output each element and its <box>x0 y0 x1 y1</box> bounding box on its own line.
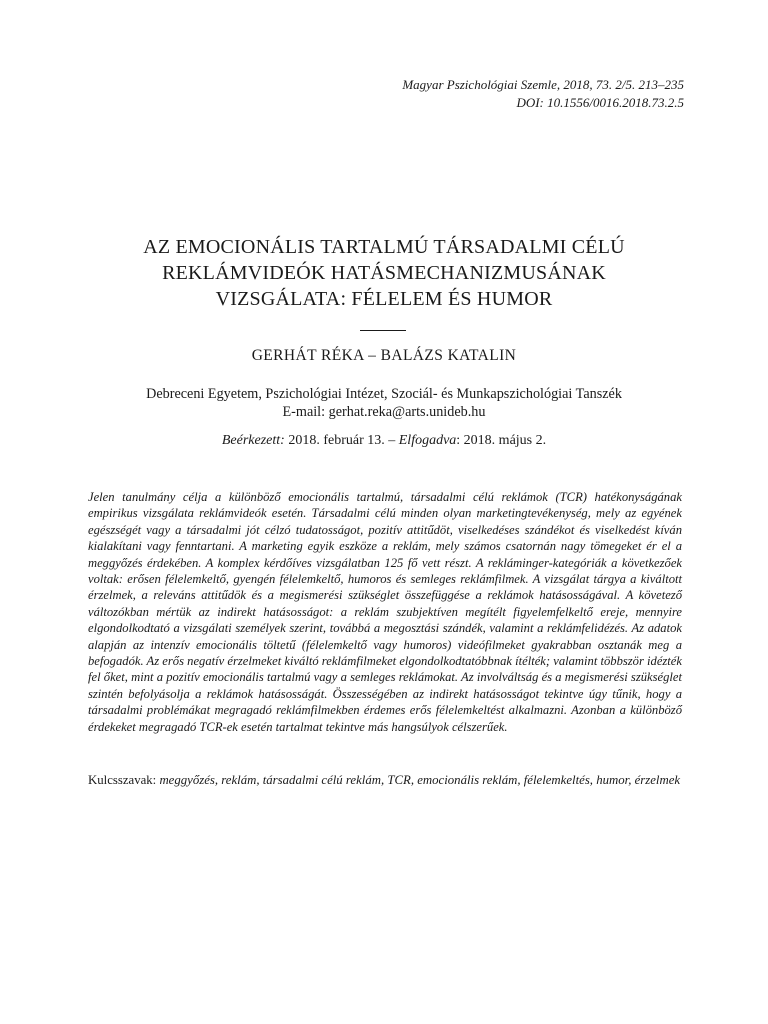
authors: GERHÁT RÉKA – BALÁZS KATALIN <box>251 347 517 364</box>
received-value: 2018. február 13. – <box>284 433 399 448</box>
submission-dates <box>0 433 768 449</box>
title-line-3: VIZSGÁLATA: FÉLELEM ÉS HUMOR <box>215 288 553 310</box>
affiliation-institution: Debreceni Egyetem, Pszichológiai Intézet, Szociál- és Munkapszichológiai Tanszék <box>146 386 622 402</box>
accepted-value: : 2018. május 2. <box>456 433 547 448</box>
journal-citation: Magyar Pszichológiai Szemle, 2018, 73. 2/5. 213–235 <box>402 77 684 92</box>
keywords <box>88 772 682 789</box>
affiliation-block <box>0 385 768 421</box>
title-divider <box>360 330 406 331</box>
title-line-2: REKLÁMVIDEÓK HATÁSMECHANIZMUSÁNAK <box>162 262 606 284</box>
article-title <box>0 234 768 312</box>
accepted-label: Elfogadva <box>398 433 457 448</box>
doi: DOI: 10.1556/0016.2018.73.2.5 <box>516 95 684 110</box>
received-label: Beérkezett: <box>221 433 285 448</box>
journal-citation-block <box>402 76 684 112</box>
title-line-1: AZ EMOCIONÁLIS TARTALMÚ TÁRSADALMI CÉLÚ <box>143 236 625 258</box>
keywords-text: meggyőzés, reklám, társadalmi célú reklám, TCR, emocionális reklám, félelemkeltés, humor, érzelmek <box>159 773 681 787</box>
keywords-label: Kulcsszavak: <box>88 773 160 787</box>
abstract: Jelen tanulmány célja a különböző emocionális tartalmú, társadalmi célú reklámok (TCR) hatékonyságának empirikus vizsgálata reklámvideók esetén. Társadalmi célú minden olyan marketingtevékenység, mely az egyének egészségét vagy a társadalmi jót célzó tudatosságot, pozitív attitűdöt, viselkedéses szándékot és viselkedést kíván kialakítani vagy fenntartani. A marketing egyik eszköze a reklám, mely számos csatornán nagy tömegeket ér el a meggyőzés érdekében. A komplex kérdőíves vizsgálatban 125 fő vett részt. A rekláminger-kategóriák a következőek voltak: erősen félelemkeltő, gyengén félelemkeltő, humoros és semleges reklámfilmek. A vizsgálat tárgya a kiváltott érzelmek, a releváns attitűdök és a megismerési szükséglet összefüggése a reklámok hatásosságával. A követező változókban mértük az indirekt hatásosságot: a reklám szubjektíven megítélt figyelemfelkeltő ereje, mennyire elgondolkodtató a vizsgálati személyek szerint, továbbá a megosztási szándék, valamint a reklámfelidézés. Az adatok alapján az intenzív emocionális töltetű (félelemkeltő vagy humoros) videófilmeket gyakrabban osztanák meg a befogadók. Az erős negatív érzelmeket kiváltó reklámfilmeket elgondolkodtatóbbnak ítélték; valamint többször idézték fel őket, mint a pozitív emocionális tartalmú vagy a semleges reklámokat. Az involváltság és a megismerési szükséglet szintén befolyásolja a reklámok hatásosságát. Összességében az indirekt hatásosságot tekintve úgy tűnik, hogy a társadalmi problémákat megragadó reklámfilmekben érdemes erős félelemkeltést alkalmazni. Azonban a különböző érdekeket megragadó TCR-ek esetén tartalmat tekintve más hangsúlyok célszerűek. <box>88 490 682 734</box>
affiliation-email: E-mail: gerhat.reka@arts.unideb.hu <box>282 404 486 420</box>
